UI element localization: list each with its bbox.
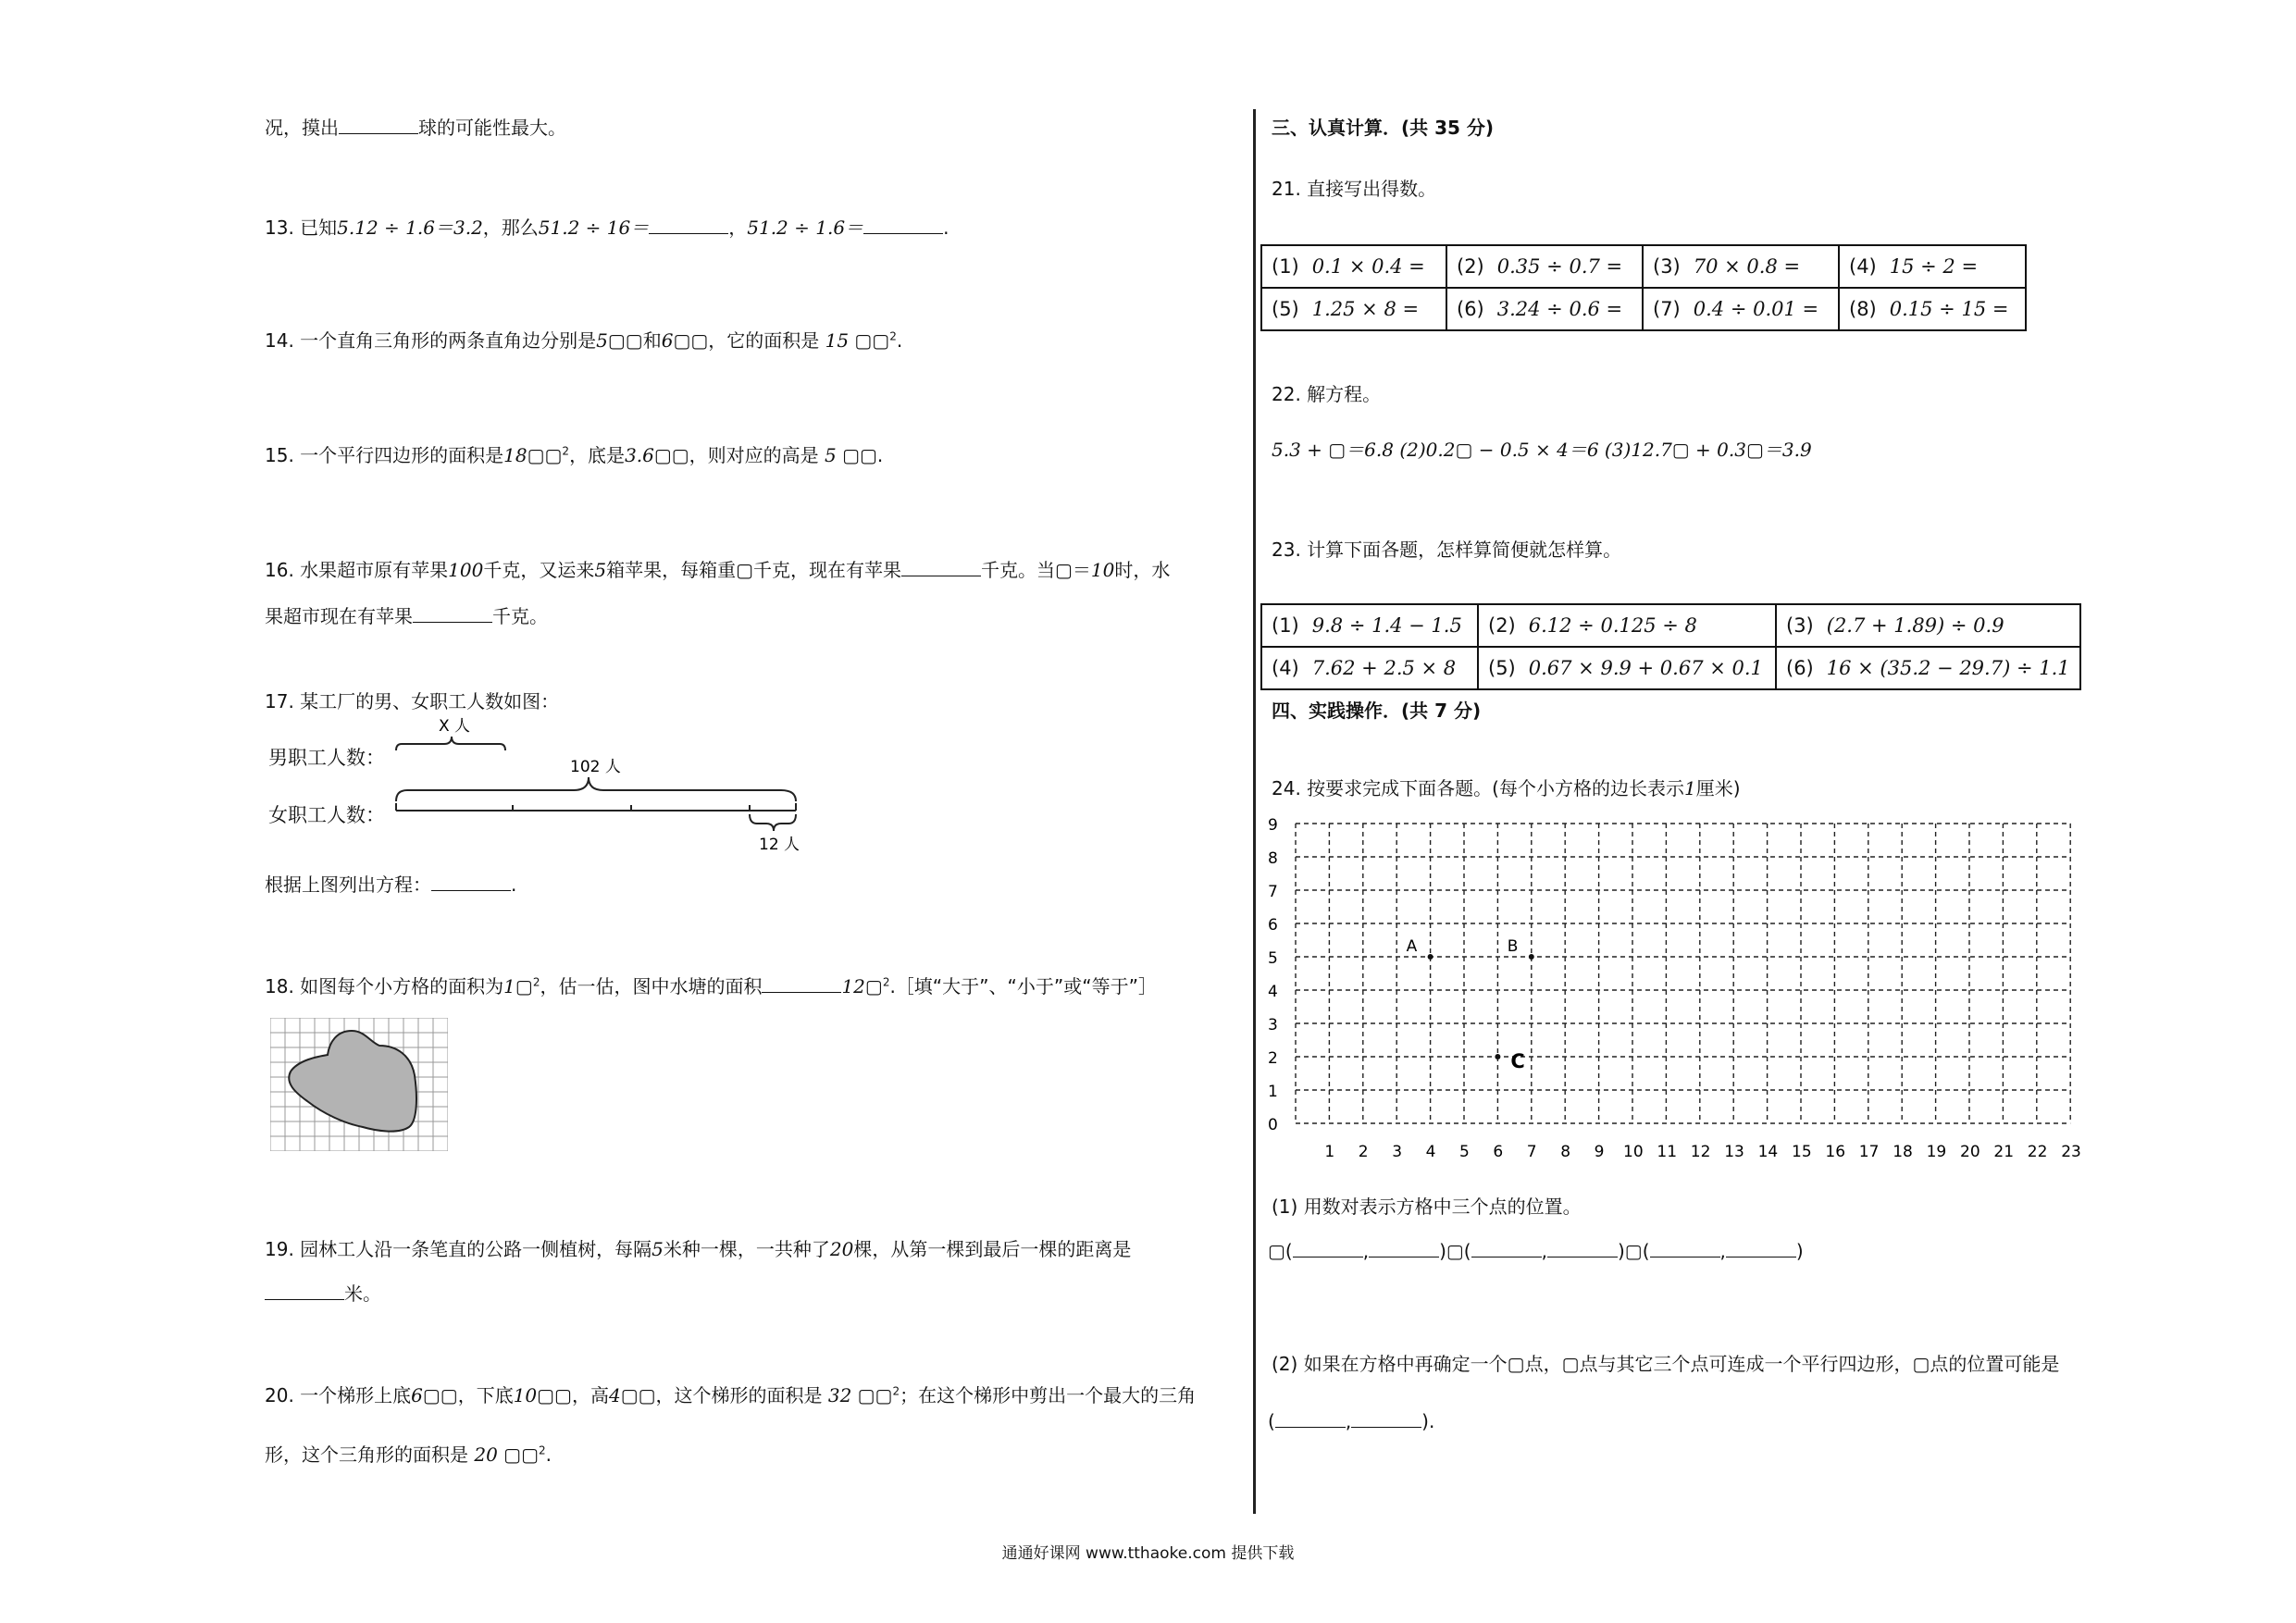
pond-shape [289, 1031, 416, 1132]
question-19-line2: 米。 [265, 1279, 381, 1306]
point-c [1495, 1054, 1500, 1059]
y-tick-label: 8 [1268, 849, 1278, 868]
table-row [1261, 647, 2080, 689]
answer-blank[interactable] [413, 603, 492, 623]
calc-cell: (3) 70 × 0.8 = [1643, 245, 1839, 288]
answer-blank[interactable] [1275, 1408, 1346, 1428]
x-tick-label: 15 [1792, 1143, 1812, 1161]
y-tick-label: 4 [1268, 983, 1278, 1001]
answer-blank[interactable] [649, 215, 728, 234]
q24-sub1: (1) 用数对表示方格中三个点的位置。 [1272, 1196, 1582, 1218]
x-tick-label: 14 [1757, 1143, 1779, 1161]
question-19: 19. 园林工人沿一条笔直的公路一侧植树，每隔5米种一棵，一共种了20棵，从第一棵到最后一棵的距离是 [265, 1238, 1132, 1260]
y-tick-label: 6 [1268, 916, 1278, 935]
x-tick-label: 3 [1392, 1143, 1403, 1161]
point-label: B [1507, 937, 1519, 956]
answer-blank[interactable] [901, 557, 981, 576]
answer-blank[interactable] [863, 215, 943, 234]
x-tick-label: 6 [1493, 1143, 1504, 1161]
y-tick-label: 1 [1268, 1083, 1278, 1101]
calc-table-21 [1260, 244, 2027, 331]
calc-cell: (5) 1.25 × 8 = [1261, 288, 1446, 330]
x-tick-label: 8 [1560, 1143, 1571, 1161]
calc-cell: (2) 6.12 ÷ 0.125 ÷ 8 [1478, 604, 1776, 647]
answer-blank[interactable] [1726, 1238, 1796, 1258]
x-tick-label: 16 [1825, 1143, 1846, 1161]
question-17-ask: 根据上图列出方程： . [265, 873, 517, 896]
x-tick-label: 22 [2027, 1143, 2048, 1161]
y-tick-label: 7 [1268, 883, 1278, 901]
x-tick-label: 19 [1926, 1143, 1947, 1161]
answer-blank[interactable] [1471, 1238, 1542, 1258]
question-17: 17. 某工厂的男、女职工人数如图： [265, 690, 560, 712]
question-13: 13. 已知5.12 ÷ 1.6＝3.2，那么51.2 ÷ 16＝ ，51.2 ÷ 1.6＝ . [265, 217, 949, 239]
answer-blank[interactable] [339, 115, 418, 134]
calc-cell: (6) 16 × (35.2 − 29.7) ÷ 1.1 [1776, 647, 2080, 689]
point-label: A [1406, 937, 1418, 956]
y-tick-label: 9 [1268, 816, 1278, 835]
question-23: 23. 计算下面各题，怎样算简便就怎样算。 [1272, 539, 1622, 561]
table-row [1261, 245, 2026, 288]
calc-cell: (2) 0.35 ÷ 0.7 = [1446, 245, 1643, 288]
question-21: 21. 直接写出得数。 [1272, 178, 1437, 200]
question-24: 24. 按要求完成下面各题。(每个小方格的边长表示1厘米) [1272, 777, 1741, 799]
point-b [1529, 954, 1534, 960]
question-20: 20. 一个梯形上底6▢▢，下底10▢▢，高4▢▢，这个梯形的面积是 32 ▢▢$^2$；在这个梯形中剪出一个最大的三角 [265, 1384, 1197, 1406]
calc-cell: (8) 0.15 ÷ 15 = [1839, 288, 2026, 330]
answer-blank[interactable] [1351, 1408, 1421, 1428]
question-20-line2: 形，这个三角形的面积是 20 ▢▢$^2$. [265, 1443, 552, 1466]
y-tick-label: 2 [1268, 1049, 1278, 1068]
calc-cell: (5) 0.67 × 9.9 + 0.67 × 0.1 [1478, 647, 1776, 689]
total-brace [396, 777, 796, 801]
x-tick-label: 4 [1425, 1143, 1436, 1161]
calc-cell: (4) 7.62 + 2.5 × 8 [1261, 647, 1478, 689]
question-15: 15. 一个平行四边形的面积是18▢▢$^2$，底是3.6▢▢，则对应的高是 5 ▢▢. [265, 444, 884, 466]
point-a [1428, 954, 1433, 960]
x-tick-label: 1 [1324, 1143, 1335, 1161]
answer-blank[interactable] [1650, 1238, 1720, 1258]
y-tick-label: 0 [1268, 1116, 1278, 1134]
x-tick-label: 7 [1526, 1143, 1537, 1161]
section-3-title: 三、认真计算．(共 35 分) [1272, 117, 1495, 139]
question-16: 16. 水果超市原有苹果100千克，又运来5箱苹果，每箱重▢千克，现在有苹果 千克。当▢＝10时，水 [265, 559, 1171, 581]
pond-grid [270, 1018, 448, 1151]
female-label: 女职工人数： [268, 804, 385, 826]
calc-cell: (4) 15 ÷ 2 = [1839, 245, 2026, 288]
answer-blank[interactable] [762, 973, 841, 993]
x-tick-label: 5 [1459, 1143, 1470, 1161]
calc-cell: (7) 0.4 ÷ 0.01 = [1643, 288, 1839, 330]
calc-table-23 [1260, 603, 2081, 690]
x-tick-label: 20 [1960, 1143, 1980, 1161]
x-tick-label: 9 [1594, 1143, 1605, 1161]
answer-blank[interactable] [1293, 1238, 1363, 1258]
q24-sub2-answer: ( , ). [1268, 1410, 1435, 1432]
y-tick-label: 3 [1268, 1016, 1278, 1035]
question-22-equations: 5.3 + ▢＝6.8 (2)0.2▢ − 0.5 × 4＝6 (3)12.7▢ + 0.3▢＝3.9 [1272, 439, 1812, 461]
calc-cell: (1) 0.1 × 0.4 = [1261, 245, 1446, 288]
x-tick-label: 18 [1893, 1143, 1913, 1161]
section-4-title: 四、实践操作．(共 7 分) [1272, 700, 1482, 722]
calc-cell: (3) (2.7 + 1.89) ÷ 0.9 [1776, 604, 2080, 647]
footer: 通通好课网 www.tthaoke.com 提供下载 [1001, 1544, 1295, 1563]
male-brace [396, 737, 505, 750]
x-tick-label: 10 [1623, 1143, 1644, 1161]
x-label: X 人 [439, 717, 471, 736]
calc-cell: (6) 3.24 ÷ 0.6 = [1446, 288, 1643, 330]
question-22: 22. 解方程。 [1272, 383, 1382, 405]
x-tick-label: 21 [1993, 1143, 2015, 1161]
answer-blank[interactable] [431, 872, 511, 891]
extra-label: 12 人 [759, 836, 800, 854]
answer-blank[interactable] [1547, 1238, 1618, 1258]
table-row [1261, 288, 2026, 330]
x-tick-label: 13 [1724, 1143, 1744, 1161]
x-tick-label: 12 [1690, 1143, 1711, 1161]
point-label: C [1510, 1050, 1525, 1072]
question-18: 18. 如图每个小方格的面积为1▢$^2$，估一估，图中水塘的面积 12▢$^2$.［填“大于”、“小于”或“等于”］ [265, 975, 1157, 997]
q24-sub2: (2) 如果在方格中再确定一个▢点，▢点与其它三个点可连成一个平行四边形，▢点的位置可能是 [1272, 1353, 2060, 1375]
total-label: 102 人 [570, 758, 621, 776]
question-16-line2: 果超市现在有苹果 千克。 [265, 605, 548, 627]
x-tick-label: 11 [1657, 1143, 1678, 1161]
q24-sub1-answers: ▢( , )▢( , )▢( , ) [1268, 1240, 1804, 1262]
male-label: 男职工人数： [268, 747, 385, 769]
extra-brace [750, 814, 796, 831]
q12-tail: 况，摸出 球的可能性最大。 [265, 117, 566, 139]
table-row [1261, 604, 2080, 647]
answer-blank[interactable] [265, 1281, 344, 1300]
x-tick-label: 17 [1858, 1143, 1880, 1161]
x-tick-label: 23 [2061, 1143, 2081, 1161]
question-14: 14. 一个直角三角形的两条直角边分别是5▢▢和6▢▢，它的面积是 15 ▢▢$^2$. [265, 329, 903, 352]
column-divider [1253, 109, 1256, 1514]
answer-blank[interactable] [1369, 1238, 1439, 1258]
coordinate-grid [1259, 814, 2110, 1166]
workers-diagram [389, 709, 824, 857]
x-tick-label: 2 [1358, 1143, 1369, 1161]
calc-cell: (1) 9.8 ÷ 1.4 − 1.5 [1261, 604, 1478, 647]
y-tick-label: 5 [1268, 949, 1278, 968]
